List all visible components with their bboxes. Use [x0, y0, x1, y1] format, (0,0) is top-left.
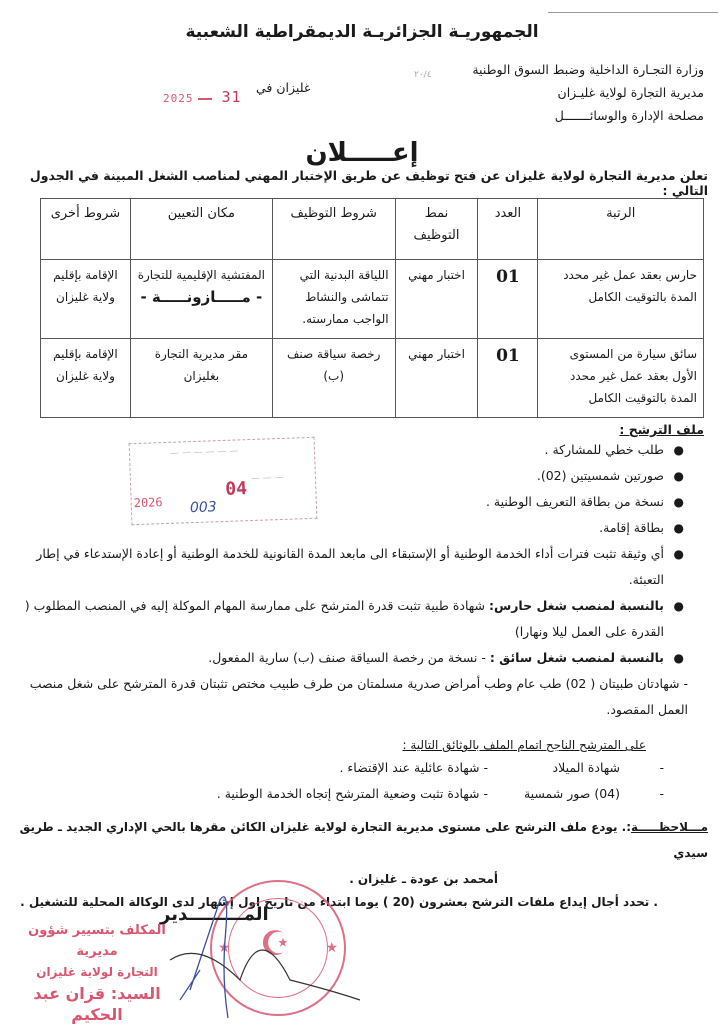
cell-rank: سائق سيارة من المستوى الأول بعقد عمل غير محدد المدة بالتوقيت الكامل	[538, 339, 704, 418]
doc-left: - شهادة عائلية عند الإقتضاء .	[339, 760, 488, 775]
doc-right: (04) صور شمسية	[523, 786, 620, 801]
date-stamp-year: 2025	[163, 92, 194, 105]
signatory-stamp	[22, 920, 172, 1025]
directorate-line: مديرية التجارة لولاية غليـزان	[557, 85, 704, 100]
header-conditions: شروط التوظيف	[272, 199, 395, 260]
location-name: المفتشية الإقليمية للتجارة	[137, 268, 265, 282]
header-count: العدد	[478, 199, 538, 260]
note-text-1: :. يودع ملف الترشح على مستوى مديرية التجارة لولاية غليزان الكائن مقرها بالحي الإداري الجديد ـ طريق سيدي	[19, 820, 708, 860]
bullet-icon: ●	[673, 521, 684, 535]
candidacy-heading: ملف الترشح :	[619, 422, 704, 437]
successful-documents	[104, 760, 664, 812]
ministry-line: وزارة التجـارة الداخلية وضبط السوق الوطنية	[472, 62, 704, 77]
header-rule	[548, 12, 718, 13]
list-item: ● أي وثيقة تثبت فترات أداء الخدمة الوطنية أو الإستبقاء الى مابعد المدة القانونية للخدمة الوطنية أو إعادة الإستدعاء في إطار التعبئة.	[24, 541, 690, 593]
reference-number: ٢٠/٤	[414, 70, 432, 80]
signatory-name: السيد: قزان عبد الحكيم	[33, 984, 161, 1024]
list-item: ● نسخة من بطاقة التعريف الوطنية .	[24, 489, 690, 515]
cell-mode: اختبار مهني	[395, 260, 478, 339]
medical-certificates: - شهادتان طبيتان ( 02) طب عام وطب أمراض صدرية مسلمتان من طرف طبيب مختص تثبتان قدرة المترشح على شغل منصب العمل المقصود.	[29, 676, 688, 717]
cell-mode: اختبار مهني	[395, 339, 478, 418]
announcement-title: إعـــــلان	[305, 138, 419, 168]
cell-count: 01	[478, 260, 538, 339]
note-line-2: أمحمد بن عودة ـ غليزان .	[349, 872, 498, 886]
date-stamp-day: 31	[221, 88, 242, 106]
service-line: مصلحة الإدارة والوسائـــــــل	[554, 108, 704, 123]
header-rank: الرتبة	[538, 199, 704, 260]
list-item	[104, 786, 664, 812]
reception-stamp-year: 2026	[133, 495, 163, 511]
director-title: المـــــــــدير	[160, 904, 269, 925]
announcement-intro: تعلن مديرية التجارة لولاية غليزان عن فتح توظيف عن طريق الإختبار المهني لمناصب الشغل المبينة في الجدول التالي :	[29, 168, 708, 198]
doc-right: شهادة الميلاد	[552, 760, 620, 775]
cell-other: الإقامة بإقليم ولاية غليزان	[41, 339, 131, 418]
list-item-guard	[24, 593, 690, 645]
republic-heading: الجمهوريـة الجزائريـة الديمقراطية الشعبية	[185, 22, 539, 42]
bullet-icon: ●	[673, 495, 684, 509]
dash-marker: -	[659, 760, 664, 775]
guard-text: شهادة طبية تثبت قدرة المترشح على ممارسة المهام الموكلة إليه في المنصب المطلوب ( القدرة على العمل ليلا ونهارا)	[24, 598, 664, 639]
stamp-faded-text: — — — — — —	[169, 446, 239, 459]
list-item	[104, 760, 664, 786]
bullet-icon: ●	[673, 651, 684, 665]
header-location: مكان التعيين	[130, 199, 272, 260]
date-stamp	[163, 88, 242, 106]
cell-count: 01	[478, 339, 538, 418]
crescent-icon: ☪	[260, 924, 291, 964]
bullet-icon: ●	[673, 599, 684, 613]
note-line-3: . تحدد أجال إيداع ملفات الترشح بعشرون (20 ) يوما ابتداء من تاريخ اول إشهار لدى الوكالة المحلية للتشغيل .	[20, 895, 658, 909]
driver-label: بالنسبة لمنصب شغل سائق :	[489, 650, 664, 665]
driver-text: - نسخة من رخصة السياقة صنف (ب) سارية المفعول.	[208, 650, 486, 665]
place-date-label: غليزان في	[256, 80, 311, 95]
cell-rank: حارس بعقد عمل غير محدد المدة بالتوقيت الكامل	[538, 260, 704, 339]
list-item: ● بطاقة إقامة.	[24, 515, 690, 541]
candidacy-section	[24, 422, 704, 723]
doc-left: - شهادة تثبت وضعية المترشح إتجاه الخدمة الوطنية .	[216, 786, 488, 801]
table-row	[41, 339, 704, 418]
bullet-icon: ●	[673, 547, 684, 561]
list-item-driver	[24, 645, 690, 671]
bullet-icon: ●	[673, 443, 684, 457]
note-label: مـــلاحظـــــة	[631, 820, 708, 834]
cell-conditions: رخصة سياقة صنف (ب)	[272, 339, 395, 418]
date-stamp-month-mark	[198, 98, 212, 100]
cell-conditions: اللياقة البدنية التي تتماشى والنشاط الواجب ممارسته.	[272, 260, 395, 339]
header-other: شروط أخرى	[41, 199, 131, 260]
reception-stamp-number: 003	[189, 499, 217, 517]
table-header-row	[41, 199, 704, 260]
reception-stamp-day: 04	[224, 478, 248, 500]
signatory-role: المكلف بتسيير شؤون مديرية	[28, 923, 166, 959]
note-line-1	[18, 814, 708, 866]
list-item: ● طلب خطي للمشاركة .	[24, 437, 690, 463]
cell-other: الإقامة بإقليم ولاية غليزان	[41, 260, 131, 339]
header-mode: نمط التوظيف	[395, 199, 478, 260]
list-item: ● صورتين شمسيتين (02).	[24, 463, 690, 489]
successful-heading: على المترشح الناجح اتمام الملف بالوثائق التالية :	[402, 738, 646, 752]
star-icon: ★	[325, 940, 338, 956]
location-town: - مـــــازونـــــة -	[140, 288, 263, 306]
issuing-authority	[472, 58, 704, 127]
positions-table	[40, 198, 704, 418]
guard-label: بالنسبة لمنصب شغل حارس:	[488, 598, 664, 613]
table-row	[41, 260, 704, 339]
cell-location: مقر مديرية التجارة بغليزان	[130, 339, 272, 418]
signatory-directorate: التجارة لولاية غليزان	[36, 965, 158, 979]
star-icon: ★	[218, 940, 231, 956]
candidacy-documents	[24, 437, 690, 671]
bullet-icon: ●	[673, 469, 684, 483]
cell-location	[130, 260, 272, 339]
successful-heading-wrap	[403, 738, 646, 752]
stamp-faded-text: — — —	[250, 472, 284, 485]
dash-marker: -	[659, 786, 664, 801]
